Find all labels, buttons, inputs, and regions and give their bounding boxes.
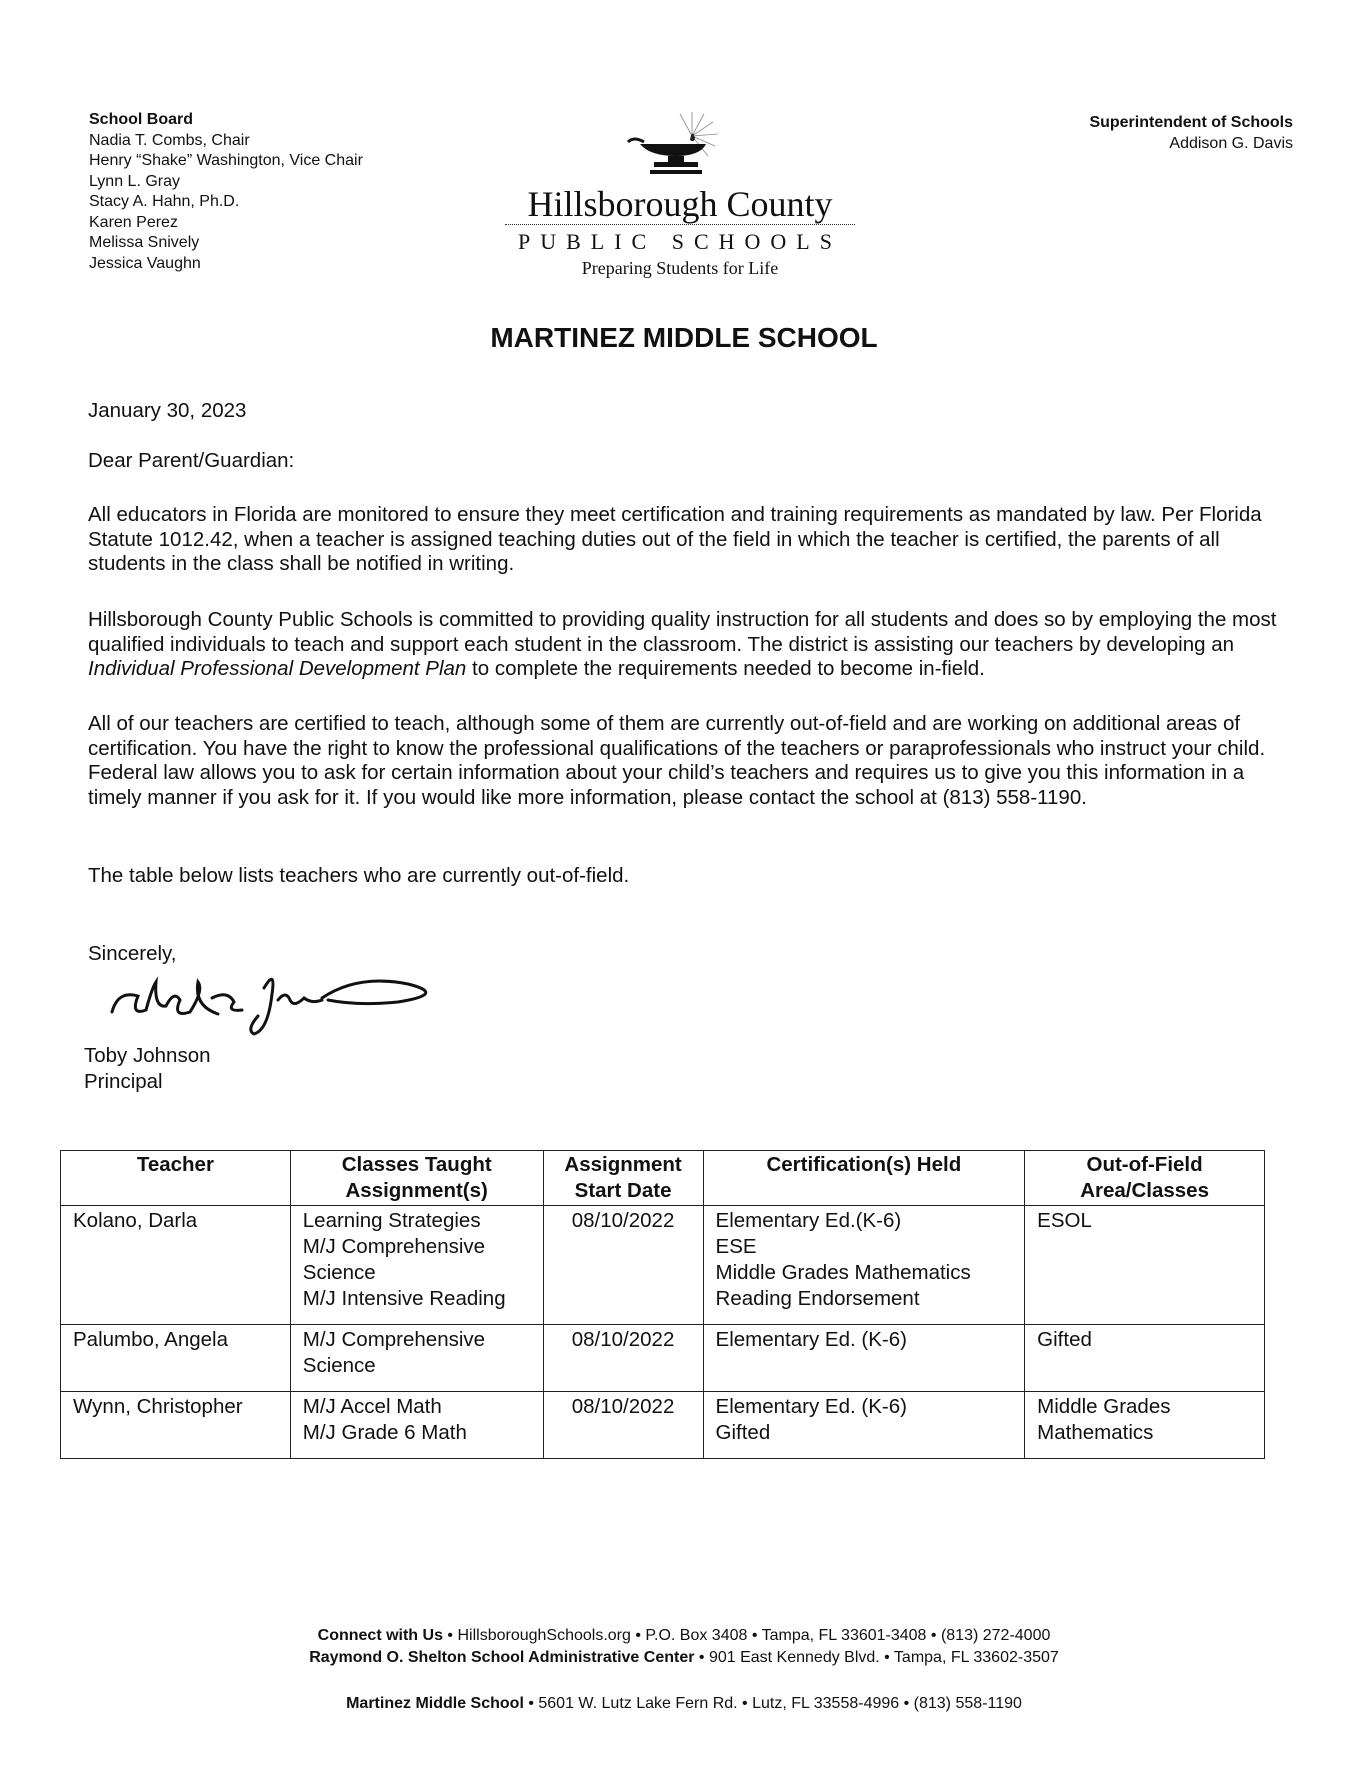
class-line: Learning Strategies: [302, 1209, 481, 1232]
classes-cell: [290, 1206, 543, 1325]
cert-line: ESE: [715, 1235, 757, 1258]
certifications-cell: [703, 1206, 1025, 1325]
logo-tagline: Preparing Students for Life: [581, 258, 779, 278]
superintendent-name: Addison G. Davis: [1169, 134, 1293, 152]
table-header-row: [61, 1151, 1265, 1206]
footer-contact: [0, 1625, 1368, 1669]
out-of-field-cell: [1025, 1392, 1265, 1459]
table-row: [61, 1206, 1265, 1325]
classes-cell: [290, 1325, 543, 1392]
letter-date: January 30, 2023: [88, 399, 247, 422]
teacher-cell: Wynn, Christopher: [61, 1392, 291, 1459]
class-line: M/J Grade 6 Math: [302, 1421, 467, 1444]
salutation: Dear Parent/Guardian:: [88, 449, 295, 472]
start-date-cell: 08/10/2022: [543, 1392, 703, 1459]
oof-line: Mathematics: [1037, 1421, 1154, 1444]
start-date-cell: 08/10/2022: [543, 1325, 703, 1392]
cert-line: Reading Endorsement: [715, 1287, 920, 1310]
footer-line-1-text: • HillsboroughSchools.org • P.O. Box 3408 • Tampa, FL 33601-3408 • (813) 272-4000: [442, 1627, 1051, 1644]
class-line: M/J Comprehensive: [302, 1235, 486, 1258]
lamp-of-learning-icon: [620, 110, 740, 182]
col-header-start-date: Assignment Start Date: [543, 1151, 703, 1206]
oof-line: Gifted: [1037, 1328, 1092, 1351]
closing: Sincerely,: [88, 942, 177, 965]
footer-line-2-text: • 901 East Kennedy Blvd. • Tampa, FL 33602-3507: [694, 1649, 1059, 1666]
footer-line-3-label: Martinez Middle School: [346, 1695, 524, 1712]
superintendent-block: [1089, 113, 1293, 154]
school-board-heading: School Board: [89, 111, 194, 128]
classes-cell: [290, 1392, 543, 1459]
table-row: [61, 1392, 1265, 1459]
oof-line: ESOL: [1037, 1209, 1092, 1232]
table-row: [61, 1325, 1265, 1392]
paragraph-1: All educators in Florida are monitored to ensure they meet certification and training requirements as mandated by law. Per Florida Statute 1012.42, when a teacher is assigned teaching duties out of the field in which the teacher is certified, the parents of all students in the class shall be notified in writing.: [88, 503, 1262, 575]
logo-name: Hillsborough County: [527, 184, 833, 224]
class-line: M/J Accel Math: [302, 1395, 442, 1418]
cert-line: Elementary Ed. (K-6): [715, 1395, 907, 1418]
oof-line: Middle Grades: [1037, 1395, 1171, 1418]
footer-line-3-text: • 5601 W. Lutz Lake Fern Rd. • Lutz, FL 33558-4996 • (813) 558-1190: [523, 1695, 1022, 1712]
principal-signature: [108, 960, 438, 1040]
start-date-cell: 08/10/2022: [543, 1206, 703, 1325]
board-member: Lynn L. Gray: [89, 172, 181, 190]
teacher-cell: Kolano, Darla: [61, 1206, 291, 1325]
board-member: Nadia T. Combs, Chair: [89, 131, 250, 149]
cert-line: Middle Grades Mathematics: [715, 1261, 971, 1284]
cert-line: Gifted: [715, 1421, 771, 1444]
out-of-field-cell: [1025, 1206, 1265, 1325]
paragraph-2: [88, 608, 1283, 682]
col-header-classes: Classes Taught Assignment(s): [290, 1151, 543, 1206]
signer-block: [84, 1043, 211, 1095]
col-header-out-of-field: Out-of-Field Area/Classes: [1025, 1151, 1265, 1206]
school-title: MARTINEZ MIDDLE SCHOOL: [490, 322, 878, 353]
footer-school: [0, 1693, 1368, 1715]
signer-name: Toby Johnson: [84, 1044, 211, 1067]
cert-line: Elementary Ed.(K-6): [715, 1209, 902, 1232]
out-of-field-cell: [1025, 1325, 1265, 1392]
certifications-cell: [703, 1325, 1025, 1392]
class-line: M/J Intensive Reading: [302, 1287, 506, 1310]
paragraph-3: All of our teachers are certified to teach, although some of them are currently out-of-field and are working on additional areas of certification. You have the right to know the professional qualifications of the teachers or paraprofessionals who instruct your child. Federal law allows you to ask for certain information about your child’s teachers and requires us to give you this information in a timely manner if you ask for it. If you would like more information, please contact the school at (813) 558-1190.: [88, 712, 1266, 809]
board-member: Jessica Vaughn: [89, 254, 201, 272]
superintendent-heading: Superintendent of Schools: [1089, 114, 1293, 131]
board-member: Melissa Snively: [89, 234, 200, 251]
footer-line-1: [0, 1625, 1368, 1647]
board-member: Henry “Shake” Washington, Vice Chair: [89, 152, 363, 169]
footer-line-3: [0, 1693, 1368, 1715]
certifications-cell: [703, 1392, 1025, 1459]
footer-line-1-label: Connect with Us: [317, 1627, 443, 1644]
school-board-block: [89, 110, 363, 274]
col-header-teacher: Teacher: [61, 1151, 291, 1206]
footer-line-2: [0, 1647, 1368, 1669]
logo-divider: [505, 224, 855, 225]
board-member: Stacy A. Hahn, Ph.D.: [89, 193, 240, 210]
board-member: Karen Perez: [89, 213, 178, 231]
class-line: M/J Comprehensive: [302, 1328, 486, 1351]
logo-subtitle: PUBLIC SCHOOLS: [518, 229, 842, 254]
district-logo: [470, 110, 890, 279]
class-line: Science: [302, 1261, 376, 1284]
footer-line-2-label: Raymond O. Shelton School Administrative Center: [309, 1649, 695, 1666]
cert-line: Elementary Ed. (K-6): [715, 1328, 907, 1351]
paragraph-4: The table below lists teachers who are currently out-of-field.: [88, 864, 630, 887]
paragraph-2-text-end: to complete the requirements needed to become in-field.: [466, 657, 985, 680]
out-of-field-table: [60, 1150, 1265, 1459]
paragraph-2-text: Hillsborough County Public Schools is committed to providing quality instruction for all students and does so by employing the most qualified individuals to teach and support each student in the classroom. The district is assisting our teachers by developing an: [88, 608, 1277, 656]
teacher-cell: Palumbo, Angela: [61, 1325, 291, 1392]
class-line: Science: [302, 1354, 376, 1377]
signer-title: Principal: [84, 1070, 163, 1093]
col-header-certifications: Certification(s) Held: [703, 1151, 1025, 1206]
paragraph-2-plan-name: Individual Professional Development Plan: [88, 657, 467, 680]
